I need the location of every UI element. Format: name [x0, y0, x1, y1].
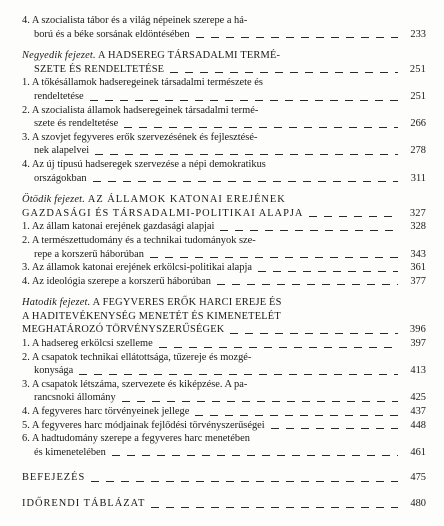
- toc-entry-line: [22, 351, 426, 365]
- dash-leader: [91, 481, 398, 482]
- toc-entry-text: 1. Az állam katonai erejének gazdasági alapjai: [22, 221, 215, 233]
- toc-entry-line: [22, 391, 426, 405]
- dash-leader: [124, 127, 398, 128]
- toc-entry-text: 4. Az ideológia szerepe a korszerű háborúban: [22, 275, 211, 287]
- spacer: [22, 288, 426, 296]
- toc-entry-text: 1. A hadsereg erkölcsi szelleme: [22, 338, 153, 350]
- dash-leader: [95, 154, 398, 155]
- toc-entry-text: repe a korszerű háborúban: [34, 248, 144, 260]
- toc-entry-text: 3. Az államok katonai erejének erkölcsi-politikai alapja: [22, 262, 252, 274]
- toc-entry-line: [22, 471, 426, 485]
- chapter-heading-line: [22, 310, 426, 324]
- toc-entry-line: [22, 419, 426, 433]
- chapter-title: GAZDASÁGI ÉS TÁRSADALMI-POLITIKAI ALAPJA: [22, 207, 304, 219]
- chapter-heading-line: [22, 63, 426, 77]
- spacer: [22, 41, 426, 49]
- page-number: 397: [410, 338, 426, 350]
- dash-leader: [159, 347, 398, 348]
- toc-entry-text: szete és rendeltetése: [34, 118, 119, 130]
- page-number: 475: [410, 472, 426, 484]
- dash-leader: [151, 507, 398, 508]
- chapter-heading-line: [22, 193, 426, 207]
- toc-entry-line: [22, 248, 426, 262]
- toc-entry-line: [22, 172, 426, 186]
- toc-entry-line: [22, 104, 426, 118]
- page-number: 396: [409, 324, 426, 336]
- toc-entry-text: rancsnoki állomány: [34, 392, 116, 404]
- chapter-heading-line: [22, 207, 426, 221]
- dash-leader: [93, 181, 398, 182]
- page-number: 311: [410, 172, 426, 184]
- chapter-title: A HADITEVÉKENYSÉG MENETÉT ÉS KIMENETELÉT: [22, 310, 281, 322]
- dash-leader: [195, 415, 398, 416]
- toc-entry-text: 5. A fegyveres harc módjainak fejlődési törvényszerűségei: [22, 419, 265, 431]
- toc-entry-line: [22, 337, 426, 351]
- chapter-title: SZETE ÉS RENDELTETÉSE: [34, 63, 165, 75]
- dash-leader: [230, 333, 398, 334]
- chapter-label: Negyedik fejezet.: [22, 50, 96, 62]
- spacer: [22, 485, 426, 497]
- chapter-title: MEGHATÁROZÓ TÖRVÉNYSZERŰSÉGEK: [22, 324, 225, 336]
- toc-entry-line: [22, 158, 426, 172]
- dash-leader: [170, 72, 398, 73]
- page-number: 266: [410, 118, 426, 130]
- toc-entry-line: [22, 446, 426, 460]
- page-number: 425: [410, 392, 426, 404]
- dash-leader: [220, 230, 398, 231]
- page-number: 377: [410, 275, 426, 287]
- chapter-title: A FEGYVERES ERŐK HARCI EREJE ÉS: [92, 297, 282, 309]
- toc-entry-text: 1. A tőkésállamok hadseregeinek társadalmi természete és: [22, 77, 263, 89]
- page-number: 437: [410, 406, 426, 418]
- page-number: 327: [409, 207, 426, 219]
- toc-entry-line: [22, 220, 426, 234]
- table-of-contents: [22, 14, 426, 511]
- toc-entry-line: [22, 378, 426, 392]
- toc-entry-text: 3. A szovjet fegyveres erők szervezésének és fejlesztésé-: [22, 131, 258, 143]
- dash-leader: [79, 374, 398, 375]
- dash-leader: [122, 401, 398, 402]
- page-number: 480: [410, 498, 426, 509]
- toc-entry-text: 2. A természettudomány és a technikai tudományok sze-: [22, 234, 256, 246]
- toc-entry-line: [22, 275, 426, 289]
- dash-leader: [217, 284, 398, 285]
- chapter-heading-line: [22, 49, 426, 63]
- spacer: [22, 185, 426, 193]
- page-number: 233: [410, 28, 426, 40]
- page-number: 278: [410, 145, 426, 157]
- toc-entry-line: [22, 28, 426, 42]
- toc-entry-text: 6. A hadtudomány szerepe a fegyveres harc menetében: [22, 433, 250, 445]
- toc-entry-line: [22, 76, 426, 90]
- dash-leader: [90, 100, 398, 101]
- toc-entry-line: [22, 261, 426, 275]
- dash-leader: [112, 455, 398, 456]
- page-number: 251: [409, 63, 426, 75]
- toc-entry-line: [22, 90, 426, 104]
- chapter-label: Ötödik fejezet.: [22, 194, 86, 206]
- dash-leader: [258, 271, 398, 272]
- page-number: 461: [410, 446, 426, 458]
- toc-entry-text: IDŐRENDI TÁBLÁZAT: [22, 498, 146, 509]
- toc-entry-text: országokban: [34, 172, 87, 184]
- toc-entry-text: rendeltetése: [34, 90, 84, 102]
- toc-entry-line: [22, 144, 426, 158]
- toc-entry-text: ború és a béke sorsának eldöntésében: [34, 28, 190, 40]
- toc-entry-text: 3. A csapatok létszáma, szervezete és kiképzése. A pa-: [22, 378, 248, 390]
- toc-entry-text: 2. A csapatok technikai ellátottsága, tűzereje és mozgé-: [22, 351, 252, 363]
- toc-entry-line: [22, 364, 426, 378]
- chapter-title: AZ ÁLLAMOK KATONAI EREJÉNEK: [87, 194, 286, 206]
- chapter-label: Hatodik fejezet.: [22, 297, 91, 309]
- toc-entry-text: nek alapelvei: [34, 145, 90, 157]
- toc-entry-line: [22, 131, 426, 145]
- spacer: [22, 459, 426, 471]
- toc-entry-text: és kimenetelében: [34, 446, 106, 458]
- toc-entry-line: [22, 497, 426, 511]
- page-number: 448: [410, 419, 426, 431]
- dash-leader: [271, 428, 398, 429]
- toc-entry-text: 4. A szocialista tábor és a világ népeinek szerepe a há-: [22, 15, 248, 26]
- toc-entry-text: 4. A fegyveres harc törvényeinek jellege: [22, 406, 190, 418]
- dash-leader: [309, 216, 398, 217]
- toc-entry-line: [22, 405, 426, 419]
- page-number: 251: [410, 90, 426, 102]
- page-number: 328: [410, 221, 426, 233]
- dash-leader: [196, 37, 398, 38]
- toc-entry-line: [22, 432, 426, 446]
- toc-entry-line: [22, 117, 426, 131]
- chapter-heading-line: [22, 323, 426, 337]
- chapter-title: A HADSEREG TÁRSADALMI TERMÉ-: [98, 50, 281, 62]
- page-number: 413: [410, 365, 426, 377]
- page-number: 343: [410, 248, 426, 260]
- toc-entry-text: BEFEJEZÉS: [22, 472, 86, 484]
- toc-entry-line: [22, 14, 426, 28]
- toc-entry-text: 2. A szocialista államok hadseregeinek társadalmi termé-: [22, 104, 259, 116]
- toc-entry-text: konysága: [34, 365, 74, 377]
- dash-leader: [150, 257, 398, 258]
- chapter-heading-line: [22, 296, 426, 310]
- toc-entry-line: [22, 234, 426, 248]
- page-number: 361: [410, 262, 426, 274]
- toc-entry-text: 4. Az új típusú hadseregek szervezése a népi demokratikus: [22, 158, 266, 170]
